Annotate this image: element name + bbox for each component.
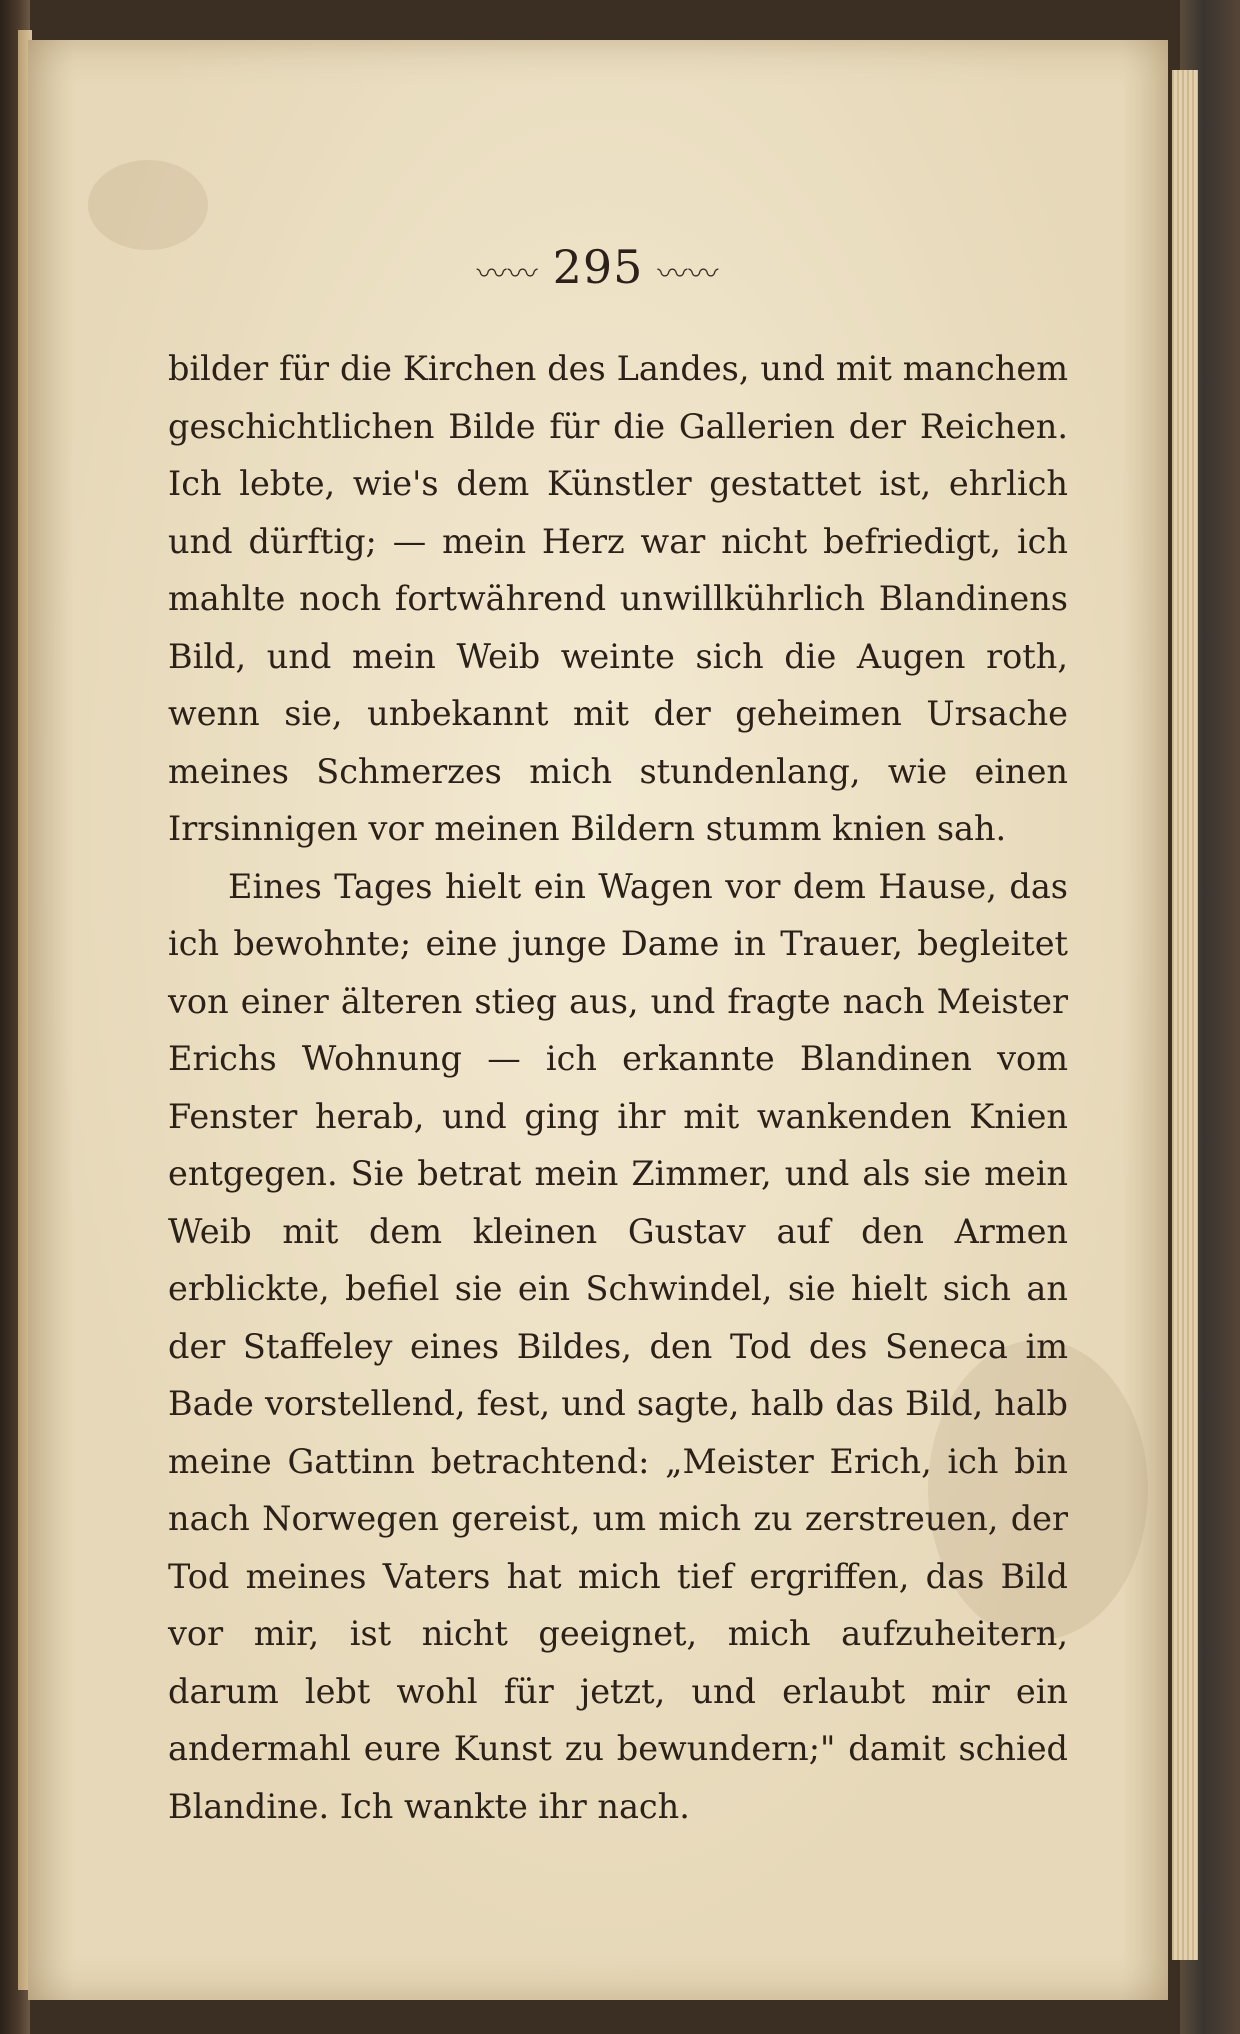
ornament-left-icon: 〰〰 <box>476 257 539 292</box>
body-text <box>168 340 1068 1835</box>
book-page <box>28 40 1168 2000</box>
ornament-right-icon: 〰〰 <box>657 257 720 292</box>
paragraph-2: Eines Tages hielt ein Wagen vor dem Hause, das ich bewohnte; eine junge Dame in Trauer, begleitet von einer älteren stieg aus, und fragte nach Meister Erichs Wohnung — ich erkannte Blandinen vom Fenster herab, und ging ihr mit wankenden Knien entgegen. Sie betrat mein Zimmer, und als sie mein Weib mit dem kleinen Gustav auf den Armen erblickte, befiel sie ein Schwindel, sie hielt sich an der Staffeley eines Bildes, den Tod des Seneca im Bade vorstellend, fest, und sagte, halb das Bild, halb meine Gattinn betrachtend: „Meister Erich, ich bin nach Norwegen gereist, um mich zu zerstreuen, der Tod meines Vaters hat mich tief ergriffen, das Bild vor mir, ist nicht geeignet, mich aufzuheitern, darum lebt wohl für jetzt, und erlaubt mir ein andermahl eure Kunst zu bewundern;" damit schied Blandine. Ich wankte ihr nach. <box>168 866 1068 1826</box>
paragraph-1: bilder für die Kirchen des Landes, und mit manchem geschichtlichen Bilde für die Gallerien der Reichen. Ich lebte, wie's dem Künstler gestattet ist, ehrlich und dürftig; — mein Herz war nicht befriedigt, ich mahlte noch fortwährend unwillkührlich Blandinens Bild, und mein Weib weinte sich die Augen roth, wenn sie, unbekannt mit der geheimen Ursache meines Schmerzes mich stundenlang, wie einen Irrsinnigen vor meinen Bildern stumm knien sah. <box>168 349 1068 848</box>
page-number: 295 <box>552 240 644 294</box>
page-stack-right <box>1172 70 1198 1960</box>
page-header <box>28 240 1168 294</box>
paper-stain <box>88 160 208 250</box>
